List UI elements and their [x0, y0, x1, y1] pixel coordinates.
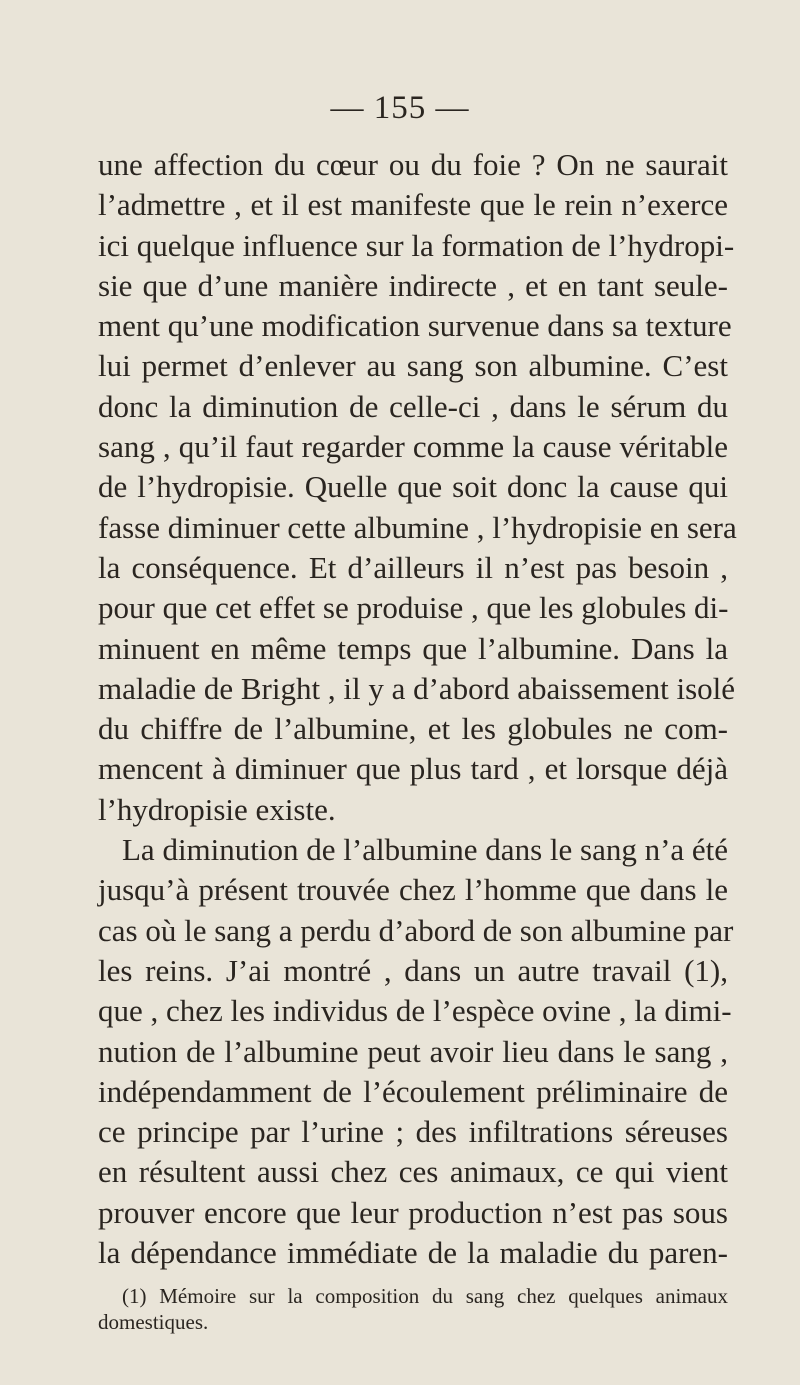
text-line: la dépendance immédiate de la maladie du paren-: [98, 1235, 728, 1271]
footnote: [98, 1283, 728, 1335]
body-text: [98, 145, 737, 1273]
paragraph-start-line: La diminution de l’albumine dans le sang n’a été: [122, 832, 729, 868]
text-line: la conséquence. Et d’ailleurs il n’est pas besoin ,: [98, 549, 728, 585]
text-line: du chiffre de l’albumine, et les globules ne com-: [98, 711, 728, 747]
text-line: donc la diminution de celle-ci , dans le sérum du: [98, 388, 728, 424]
text-line: une affection du cœur ou du foie ? On ne saurait: [98, 147, 728, 182]
text-line: ici quelque influence sur la formation de l’hydropi-: [98, 227, 735, 263]
text-line: indépendamment de l’écoulement préliminaire de: [98, 1073, 728, 1109]
text-line: ce principe par l’urine ; des infiltrations séreuses: [98, 1114, 728, 1150]
text-line: maladie de Bright , il y a d’abord abaissement isolé: [98, 670, 736, 706]
text-line: que , chez les individus de l’espèce ovine , la dimi-: [98, 993, 732, 1029]
paragraph-end-line: l’hydropisie existe.: [98, 791, 336, 827]
text-line: sie que d’une manière indirecte , et en tant seule-: [98, 267, 728, 303]
text-line: de l’hydropisie. Quelle que soit donc la cause qui: [98, 469, 728, 505]
text-line: jusqu’à présent trouvée chez l’homme que dans le: [98, 872, 728, 908]
text-line: pour que cet effet se produise , que les globules di-: [98, 590, 729, 626]
text-line: lui permet d’enlever au sang son albumine. C’est: [98, 348, 728, 384]
text-line: ment qu’une modification survenue dans sa texture: [98, 308, 732, 344]
text-line: cas où le sang a perdu d’abord de son albumine par: [98, 912, 734, 948]
text-line: en résultent aussi chez ces animaux, ce qui vient: [98, 1154, 728, 1190]
text-line: les reins. J’ai montré , dans un autre travail (1),: [98, 952, 728, 988]
footnote-line: (1) Mémoire sur la composition du sang chez quelques animaux: [122, 1284, 728, 1308]
text-line: fasse diminuer cette albumine , l’hydropisie en sera: [98, 509, 737, 545]
text-line: mencent à diminuer que plus tard , et lorsque déjà: [98, 751, 728, 787]
page-number-header: — 155 —: [330, 90, 470, 126]
text-line: prouver encore que leur production n’est pas sous: [98, 1194, 728, 1230]
text-line: l’admettre , et il est manifeste que le rein n’exerce: [98, 187, 728, 223]
text-line: minuent en même temps que l’albumine. Dans la: [98, 630, 728, 666]
text-line: nution de l’albumine peut avoir lieu dans le sang ,: [98, 1033, 728, 1069]
text-line: sang , qu’il faut regarder comme la cause véritable: [98, 429, 728, 465]
footnote-line: domestiques.: [98, 1310, 209, 1334]
